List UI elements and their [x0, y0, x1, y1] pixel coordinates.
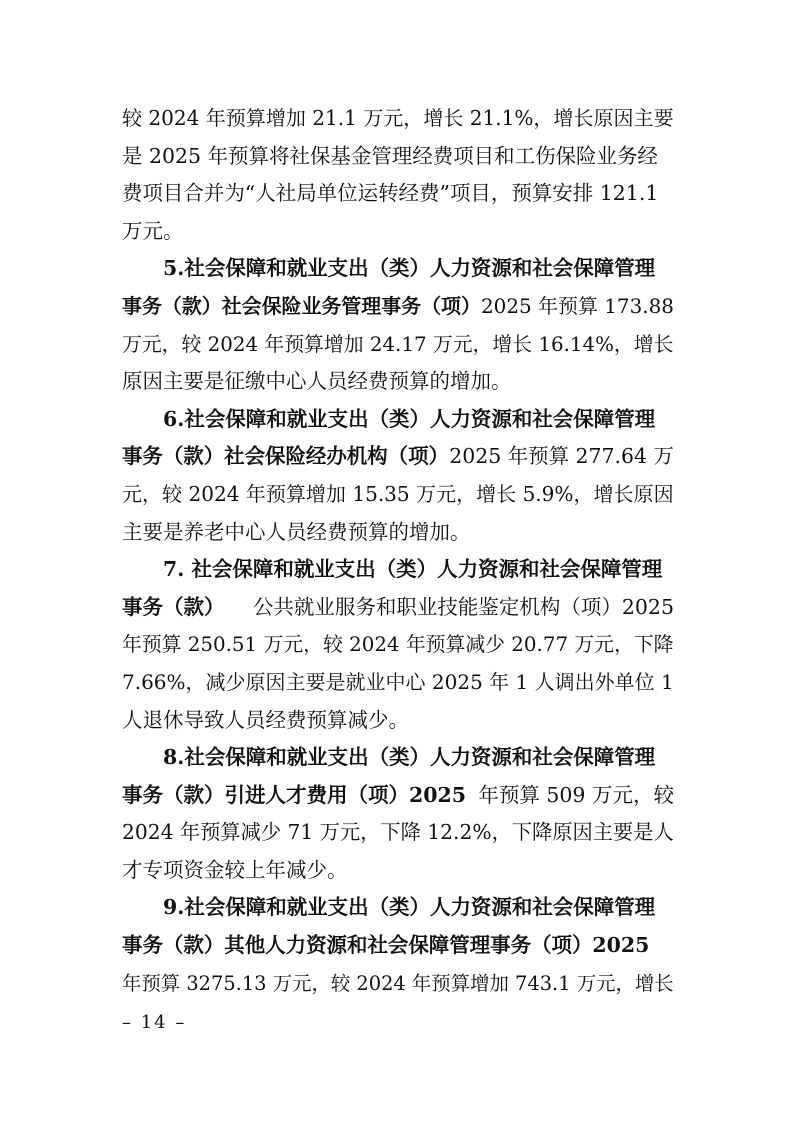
- bold-text-run: 事务（款）: [122, 594, 225, 619]
- bold-text-run: 8.社会保障和就业支出（类）人力资源和社会保障管理: [163, 745, 656, 770]
- page-number: – 14 –: [122, 1012, 187, 1033]
- text-run: 年预算 250.51 万元，较 2024 年预算减少 20.77 万元，下降: [122, 633, 674, 657]
- text-line: [122, 777, 674, 815]
- text-line: [122, 889, 674, 927]
- text-line: [122, 626, 674, 664]
- text-run: 年预算 509 万元，较: [478, 782, 674, 807]
- bold-text-run: 事务（款）社会保险业务管理事务（项）: [122, 293, 481, 318]
- text-line: [122, 476, 674, 514]
- bold-text-run: 事务（款）引进人才费用（项）2025: [122, 782, 467, 807]
- text-line: [122, 401, 674, 439]
- text-line: [122, 664, 674, 702]
- bold-text-run: 事务（款）其他人力资源和社会保障管理事务（项）2025: [122, 933, 650, 958]
- text-run: 2024 年预算减少 71 万元，下降 12.2%，下降原因主要是人: [122, 820, 674, 845]
- text-line: [122, 739, 674, 777]
- bold-text-run: 6.社会保障和就业支出（类）人力资源和社会保障管理: [163, 406, 656, 431]
- text-line: [122, 138, 674, 176]
- text-line: [122, 213, 674, 251]
- text-line: [122, 175, 674, 213]
- text-line: [122, 589, 674, 627]
- bold-text-run: 9.社会保障和就业支出（类）人力资源和社会保障管理: [163, 895, 656, 920]
- text-line: [122, 100, 674, 138]
- text-run: 年预算 3275.13 万元，较 2024 年预算增加 743.1 万元，增长: [122, 971, 674, 995]
- text-line: [122, 551, 674, 589]
- text-line: [122, 702, 674, 740]
- text-run: 万元。: [122, 218, 184, 243]
- text-run: 较 2024 年预算增加 21.1 万元，增长 21.1%，增长原因主要: [122, 106, 674, 130]
- text-line: [122, 363, 674, 401]
- document-body: [122, 100, 674, 1002]
- text-line: [122, 814, 674, 852]
- text-run: 2025 年预算 277.64 万: [449, 444, 674, 469]
- bold-text-run: 7. 社会保障和就业支出（类）人力资源和社会保障管理: [163, 557, 663, 582]
- text-line: [122, 852, 674, 890]
- text-line: [122, 326, 674, 364]
- text-line: [122, 965, 674, 1003]
- text-run: 7.66%，减少原因主要是就业中心 2025 年 1 人调出外单位 1: [122, 669, 674, 694]
- text-line: [122, 438, 674, 476]
- text-line: [122, 288, 674, 326]
- text-run: 公共就业服务和职业技能鉴定机构（项）2025: [252, 594, 674, 619]
- text-run: 万元，较 2024 年预算增加 24.17 万元，增长 16.14%，增长: [122, 332, 674, 356]
- text-run: 2025 年预算 173.88: [481, 293, 674, 318]
- text-run: 费项目合并为“人社局单位运转经费”项目，预算安排 121.1: [122, 181, 659, 206]
- text-line: [122, 250, 674, 288]
- text-run: 原因主要是征缴中心人员经费预算的增加。: [122, 369, 512, 394]
- text-run: 人退休导致人员经费预算减少。: [122, 707, 409, 732]
- text-line: [122, 927, 674, 965]
- bold-text-run: 5.社会保障和就业支出（类）人力资源和社会保障管理: [163, 256, 656, 281]
- text-run: 是 2025 年预算将社保基金管理经费项目和工伤保险业务经: [122, 143, 658, 168]
- text-line: [122, 514, 674, 552]
- text-run: 元，较 2024 年预算增加 15.35 万元，增长 5.9%，增长原因: [122, 481, 674, 506]
- text-run: 主要是养老中心人员经费预算的增加。: [122, 519, 471, 544]
- bold-text-run: 事务（款）社会保险经办机构（项）: [122, 444, 449, 469]
- text-run: 才专项资金较上年减少。: [122, 857, 348, 882]
